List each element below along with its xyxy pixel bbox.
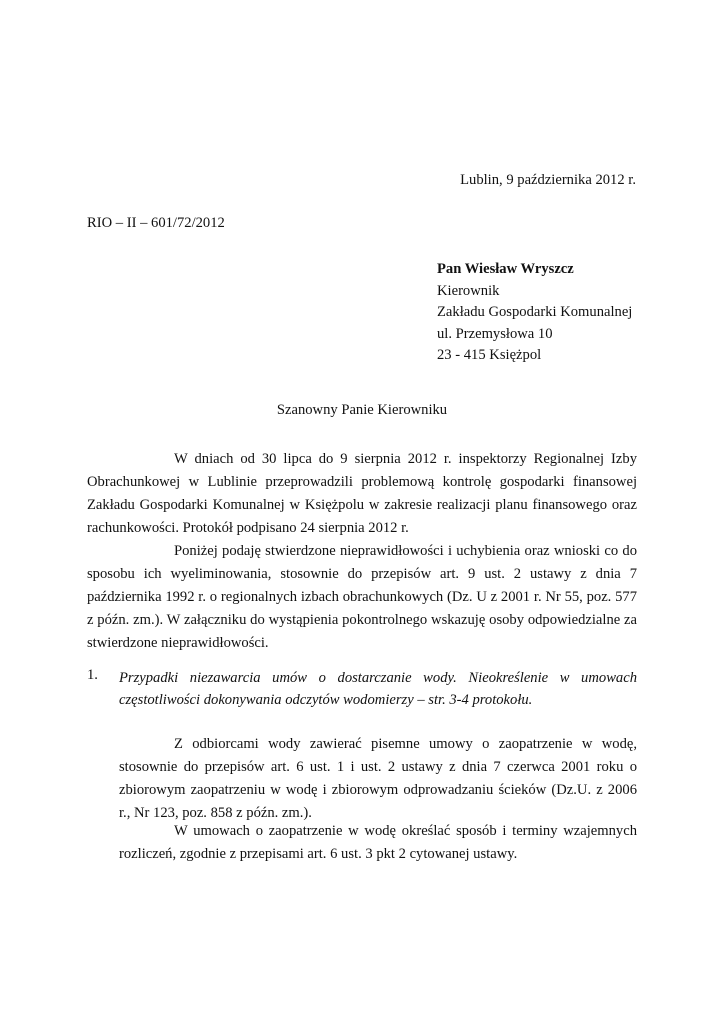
recipient-postal-city: 23 - 415 Księżpol [437, 347, 542, 363]
recommendation-paragraph: Z odbiorcami wody zawierać pisemne umowy o zaopatrzenie w wodę, stosownie do przepisów art. 6 ust. 1 i ust. 2 ustawy z dnia 7 czerwca 2001 roku o zbiorowym zaopatrzeniu w wodę i zbiorowym odprowadzaniu ścieków (Dz.U. z 2006 r., Nr 123, poz. 858 z późn. zm.). [119, 736, 637, 821]
item-number: 1. [87, 667, 98, 683]
recipient-street: ul. Przemysłowa 10 [437, 325, 553, 342]
recipient-address-block [437, 259, 632, 367]
reference-number: RIO – II – 601/72/2012 [87, 215, 225, 231]
item-heading: Przypadki niezawarcia umów o dostarczanie wody. Nieokreślenie w umowach częstotliwości dokonywania odczytów wodomierzy – str. 3-4 protokołu. [119, 670, 637, 708]
recommendation-paragraph: W umowach o zaopatrzenie w wodę określać sposób i terminy wzajemnych rozliczeń, zgodnie z przepisami art. 6 ust. 3 pkt 2 cytowanej ustawy. [119, 823, 637, 862]
recipient-position: Kierownik [437, 282, 500, 299]
recipient-name: Pan Wiesław Wryszcz [437, 261, 574, 277]
letter-date: Lublin, 9 października 2012 r. [460, 172, 636, 188]
salutation: Szanowny Panie Kierowniku [276, 402, 448, 418]
recipient-organization: Zakładu Gospodarki Komunalnej [437, 304, 633, 320]
findings-paragraph: Poniżej podaję stwierdzone nieprawidłowości i uchybienia oraz wnioski co do sposobu ich wyeliminowania, stosownie do przepisów art. 9 ust. 2 ustawy z dnia 7 października 1992 r. o regionalnych izbach obrachunkowych (Dz. U z 2001 r. Nr 55, poz. 577 z późn. zm.). W załączniku do wystąpienia pokontrolnego wskazuję osoby odpowiedzialne za stwierdzone nieprawidłowości. [87, 543, 637, 651]
intro-paragraph: W dniach od 30 lipca do 9 sierpnia 2012 r. inspektorzy Regionalnej Izby Obrachunkowej w Lublinie przeprowadzili problemową kontrolę gospodarki finansowej Zakładu Gospodarki Komunalnej w Księżpolu w zakresie realizacji planu finansowego oraz rachunkowości. Protokół podpisano 24 sierpnia 2012 r. [87, 451, 637, 536]
